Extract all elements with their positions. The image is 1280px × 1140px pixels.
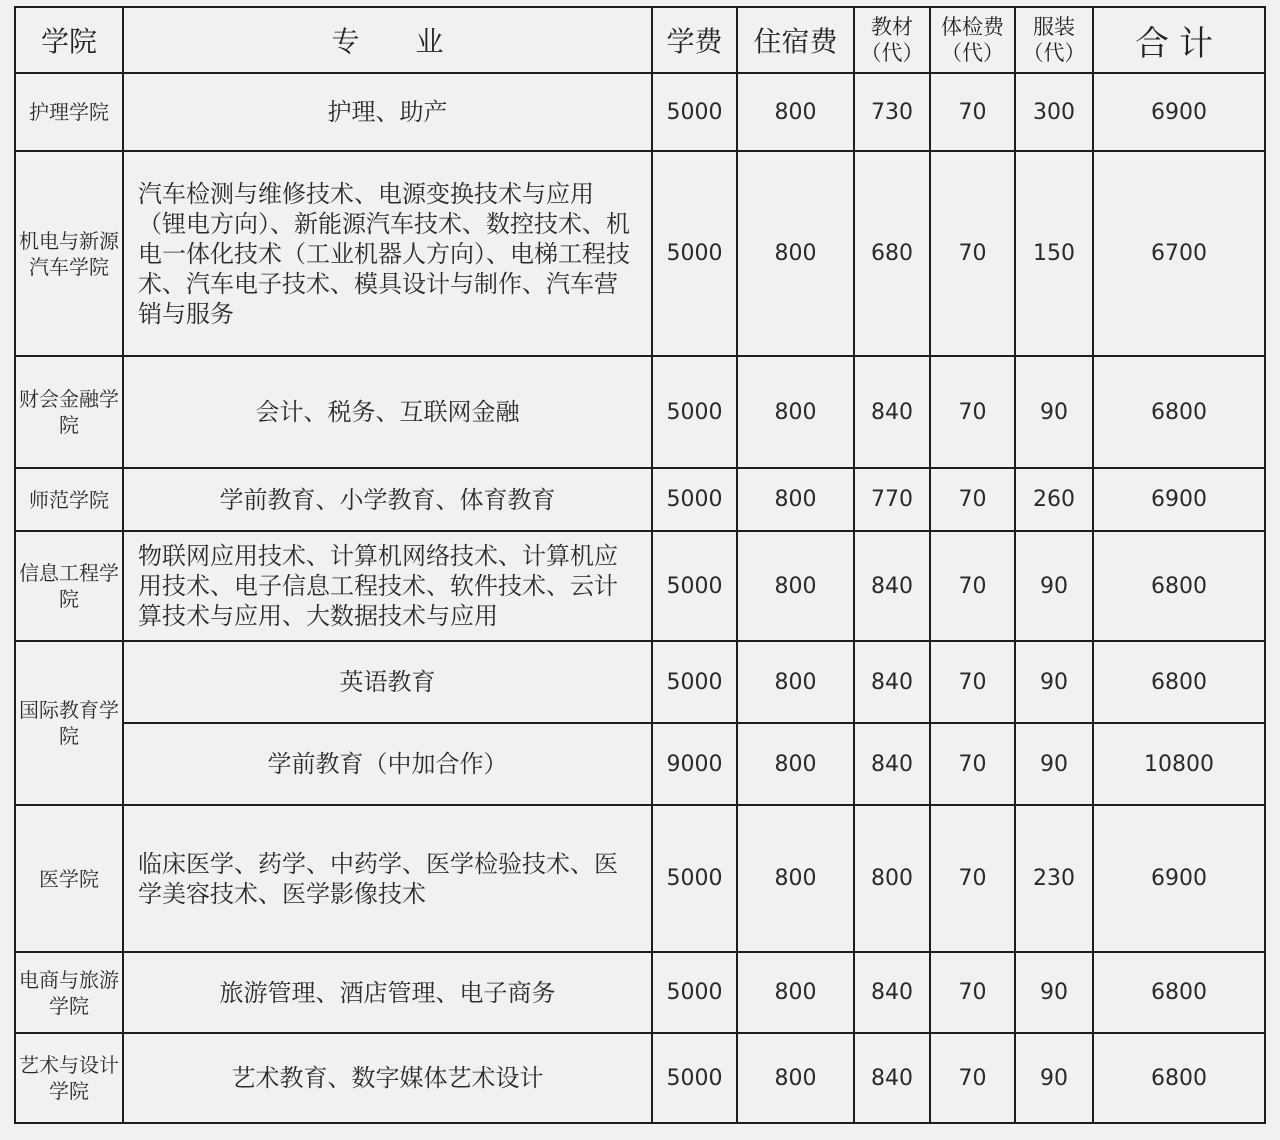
dorm-cell: 800 xyxy=(737,151,854,356)
table-row xyxy=(15,151,1265,356)
college-cell: 国际教育学院 xyxy=(15,641,123,805)
exam-cell: 70 xyxy=(930,723,1015,805)
header-books xyxy=(854,7,930,73)
header-college: 学院 xyxy=(15,7,123,73)
books-cell: 730 xyxy=(854,73,930,151)
tuition-cell: 5000 xyxy=(652,805,737,952)
major-cell: 英语教育 xyxy=(123,641,652,723)
major-cell: 艺术教育、数字媒体艺术设计 xyxy=(123,1033,652,1123)
dorm-cell: 800 xyxy=(737,641,854,723)
uniform-cell: 90 xyxy=(1015,641,1093,723)
dorm-cell: 800 xyxy=(737,1033,854,1123)
college-cell: 财会金融学院 xyxy=(15,356,123,468)
tuition-cell: 5000 xyxy=(652,151,737,356)
exam-cell: 70 xyxy=(930,73,1015,151)
header-uniform-line1: 服装 xyxy=(1033,15,1075,39)
header-uniform xyxy=(1015,7,1093,73)
exam-cell: 70 xyxy=(930,356,1015,468)
college-cell: 机电与新源汽车学院 xyxy=(15,151,123,356)
table-row xyxy=(15,468,1265,531)
books-cell: 770 xyxy=(854,468,930,531)
uniform-cell: 90 xyxy=(1015,952,1093,1033)
table-row xyxy=(15,1033,1265,1123)
college-cell: 师范学院 xyxy=(15,468,123,531)
table-row xyxy=(15,356,1265,468)
tuition-cell: 5000 xyxy=(652,468,737,531)
major-cell: 学前教育（中加合作） xyxy=(123,723,652,805)
uniform-cell: 260 xyxy=(1015,468,1093,531)
major-cell: 会计、税务、互联网金融 xyxy=(123,356,652,468)
tuition-cell: 5000 xyxy=(652,73,737,151)
dorm-cell: 800 xyxy=(737,468,854,531)
books-cell: 840 xyxy=(854,531,930,641)
books-cell: 840 xyxy=(854,641,930,723)
uniform-cell: 90 xyxy=(1015,531,1093,641)
tuition-cell: 5000 xyxy=(652,356,737,468)
exam-cell: 70 xyxy=(930,641,1015,723)
total-cell: 10800 xyxy=(1093,723,1265,805)
header-books-line1: 教材 xyxy=(871,15,913,39)
header-major: 专 业 xyxy=(123,7,652,73)
total-cell: 6800 xyxy=(1093,952,1265,1033)
dorm-cell: 800 xyxy=(737,73,854,151)
college-cell: 信息工程学院 xyxy=(15,531,123,641)
total-cell: 6900 xyxy=(1093,73,1265,151)
uniform-cell: 90 xyxy=(1015,723,1093,805)
books-cell: 840 xyxy=(854,952,930,1033)
dorm-cell: 800 xyxy=(737,531,854,641)
books-cell: 840 xyxy=(854,723,930,805)
exam-cell: 70 xyxy=(930,151,1015,356)
tuition-cell: 5000 xyxy=(652,1033,737,1123)
college-cell: 艺术与设计学院 xyxy=(15,1033,123,1123)
tuition-cell: 5000 xyxy=(652,952,737,1033)
header-exam-line1: 体检费 xyxy=(941,15,1004,39)
major-cell: 学前教育、小学教育、体育教育 xyxy=(123,468,652,531)
total-cell: 6800 xyxy=(1093,641,1265,723)
total-cell: 6800 xyxy=(1093,356,1265,468)
table-row xyxy=(15,952,1265,1033)
exam-cell: 70 xyxy=(930,531,1015,641)
total-cell: 6900 xyxy=(1093,468,1265,531)
tuition-cell: 9000 xyxy=(652,723,737,805)
exam-cell: 70 xyxy=(930,1033,1015,1123)
uniform-cell: 90 xyxy=(1015,1033,1093,1123)
exam-cell: 70 xyxy=(930,952,1015,1033)
major-cell: 护理、助产 xyxy=(123,73,652,151)
table-row xyxy=(15,805,1265,952)
exam-cell: 70 xyxy=(930,805,1015,952)
total-cell: 6800 xyxy=(1093,1033,1265,1123)
table-row xyxy=(15,723,1265,805)
uniform-cell: 90 xyxy=(1015,356,1093,468)
uniform-cell: 150 xyxy=(1015,151,1093,356)
dorm-cell: 800 xyxy=(737,356,854,468)
total-cell: 6900 xyxy=(1093,805,1265,952)
header-total: 合计 xyxy=(1093,7,1265,73)
major-cell: 临床医学、药学、中药学、医学检验技术、医学美容技术、医学影像技术 xyxy=(123,805,652,952)
header-books-line2: （代） xyxy=(860,41,924,65)
table-row xyxy=(15,641,1265,723)
college-cell: 护理学院 xyxy=(15,73,123,151)
major-cell: 汽车检测与维修技术、电源变换技术与应用（锂电方向）、新能源汽车技术、数控技术、机电一体化技术（工业机器人方向）、电梯工程技术、汽车电子技术、模具设计与制作、汽车营销与服务 xyxy=(123,151,652,356)
tuition-cell: 5000 xyxy=(652,531,737,641)
header-exam xyxy=(930,7,1015,73)
table-row xyxy=(15,73,1265,151)
books-cell: 800 xyxy=(854,805,930,952)
fee-table xyxy=(14,6,1266,1124)
header-tuition: 学费 xyxy=(652,7,737,73)
books-cell: 680 xyxy=(854,151,930,356)
header-dorm: 住宿费 xyxy=(737,7,854,73)
total-cell: 6800 xyxy=(1093,531,1265,641)
dorm-cell: 800 xyxy=(737,805,854,952)
header-uniform-line2: （代） xyxy=(1022,41,1086,65)
table-row xyxy=(15,531,1265,641)
header-row xyxy=(15,7,1265,73)
dorm-cell: 800 xyxy=(737,723,854,805)
books-cell: 840 xyxy=(854,1033,930,1123)
major-cell: 物联网应用技术、计算机网络技术、计算机应用技术、电子信息工程技术、软件技术、云计算技术与应用、大数据技术与应用 xyxy=(123,531,652,641)
dorm-cell: 800 xyxy=(737,952,854,1033)
total-cell: 6700 xyxy=(1093,151,1265,356)
exam-cell: 70 xyxy=(930,468,1015,531)
tuition-cell: 5000 xyxy=(652,641,737,723)
college-cell: 医学院 xyxy=(15,805,123,952)
major-cell: 旅游管理、酒店管理、电子商务 xyxy=(123,952,652,1033)
uniform-cell: 300 xyxy=(1015,73,1093,151)
books-cell: 840 xyxy=(854,356,930,468)
header-exam-line2: （代） xyxy=(941,41,1004,65)
uniform-cell: 230 xyxy=(1015,805,1093,952)
college-cell: 电商与旅游学院 xyxy=(15,952,123,1033)
